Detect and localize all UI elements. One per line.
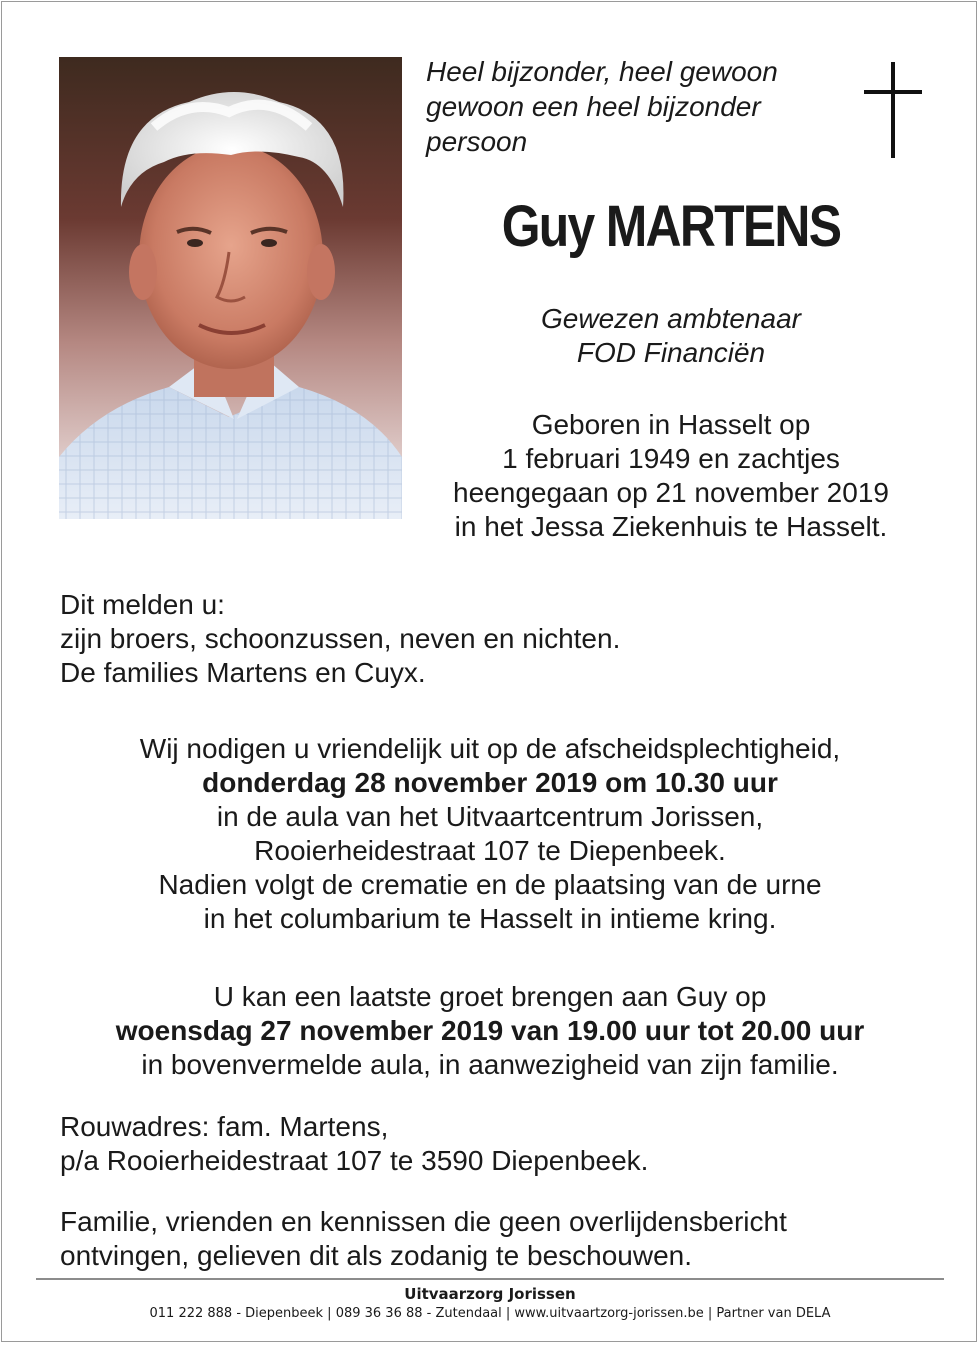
invite-line: Wij nodigen u vriendelijk uit op de afscheidsplechtigheid, — [139, 733, 841, 764]
ceremony-invitation — [40, 732, 940, 936]
invite-line: in het columbarium te Hasselt in intieme kring. — [203, 903, 777, 934]
quote-line: Heel bijzonder, heel gewoon — [426, 56, 778, 87]
footer-divider — [36, 1278, 944, 1280]
birth-death-info — [414, 408, 928, 544]
born-line: in het Jessa Ziekenhuis te Hasselt. — [454, 511, 888, 542]
address-line: Rouwadres: fam. Martens, — [60, 1111, 389, 1142]
cross-icon — [864, 62, 924, 163]
address-line: p/a Rooierheidestraat 107 te 3590 Diepenbeek. — [60, 1145, 649, 1176]
born-line: heengegaan op 21 november 2019 — [453, 477, 889, 508]
visit-line: U kan een laatste groet brengen aan Guy op — [213, 981, 767, 1012]
function-line: FOD Financiën — [576, 337, 766, 368]
quote-line: persoon — [426, 126, 528, 157]
funeral-company-name: Uitvaarzorg Jorissen — [404, 1285, 576, 1303]
announce-line: zijn broers, schoonzussen, neven en nichten. — [60, 623, 621, 654]
closing-note — [60, 1205, 787, 1273]
born-line: 1 februari 1949 en zachtjes — [502, 443, 840, 474]
visit-line: in bovenvermelde aula, in aanwezigheid van zijn familie. — [141, 1049, 839, 1080]
portrait-photo — [59, 57, 402, 519]
invite-line: Rooierheidestraat 107 te Diepenbeek. — [254, 835, 726, 866]
ceremony-date: donderdag 28 november 2019 om 10.30 uur — [202, 767, 778, 798]
announce-line: Dit melden u: — [60, 589, 225, 620]
visitation-date: woensdag 27 november 2019 van 19.00 uur tot 20.00 uur — [115, 1015, 865, 1046]
invite-line: Nadien volgt de crematie en de plaatsing van de urne — [158, 869, 822, 900]
quote-line: gewoon een heel bijzonder — [426, 91, 761, 122]
announce-line: De families Martens en Cuyx. — [60, 657, 426, 688]
mourning-address — [60, 1110, 648, 1178]
quote — [426, 54, 846, 159]
closing-line: Familie, vrienden en kennissen die geen overlijdensbericht — [60, 1206, 787, 1237]
announcement — [60, 588, 620, 690]
invite-line: in de aula van het Uitvaartcentrum Jorissen, — [216, 801, 764, 832]
visitation-info — [40, 980, 940, 1082]
funeral-company-contact: 011 222 888 - Diepenbeek | 089 36 36 88 - Zutendaal | www.uitvaartzorg-jorissen.be | Partner van DELA — [149, 1306, 831, 1321]
deceased-name: Guy MARTENS — [501, 194, 841, 259]
former-function — [426, 302, 916, 370]
born-line: Geboren in Hasselt op — [531, 409, 811, 440]
function-line: Gewezen ambtenaar — [541, 303, 801, 334]
closing-line: ontvingen, gelieven dit als zodanig te beschouwen. — [60, 1240, 692, 1271]
